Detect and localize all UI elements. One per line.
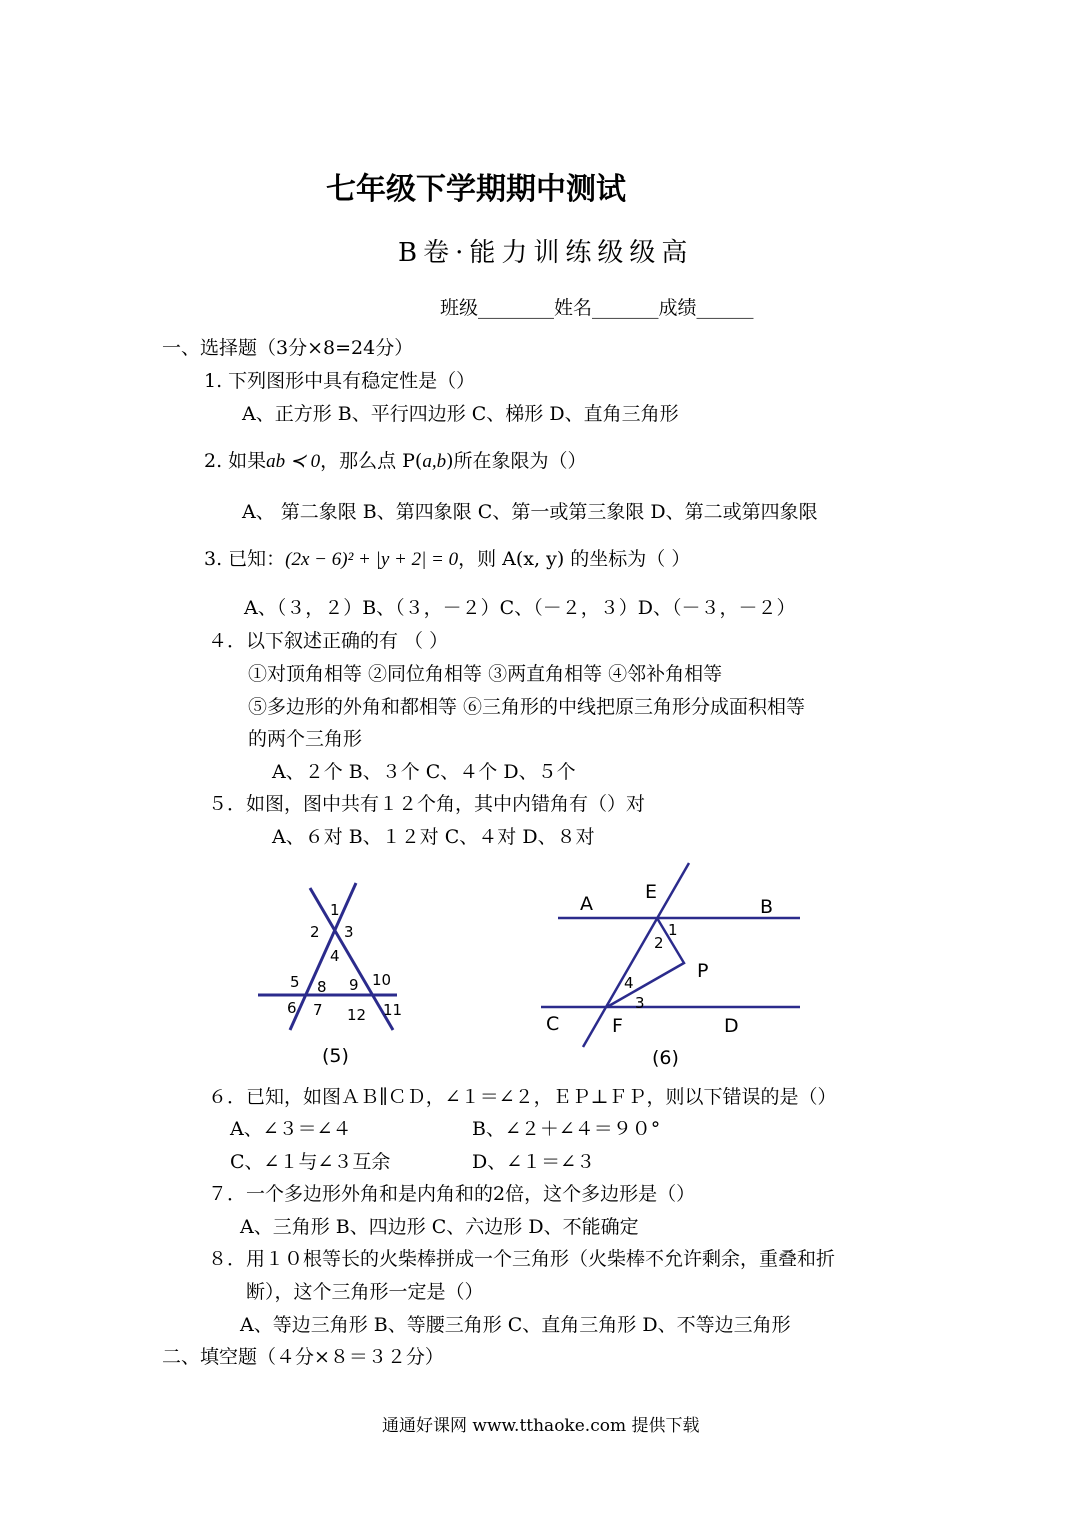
question-5-options: A、６对 B、１２对 C、４对 D、８对	[272, 826, 595, 848]
fig5-angle-7: 7	[313, 1001, 323, 1019]
question-5-stem: ５．如图，图中共有１２个角，其中内错角有（）对	[208, 793, 646, 815]
question-7-options: A、三角形 B、四边形 C、六边形 D、不能确定	[240, 1216, 639, 1238]
fig6-point-p: P	[697, 960, 709, 982]
fig5-angle-11: 11	[383, 1001, 403, 1019]
question-8-options: A、等边三角形 B、等腰三角形 C、直角三角形 D、不等边三角形	[240, 1314, 791, 1336]
fig6-point-c: C	[546, 1013, 560, 1035]
question-4-stem: ４．以下叙述正确的有 （ ）	[208, 630, 449, 652]
question-6-option-b: B、∠２＋∠４＝９０°	[472, 1118, 661, 1140]
question-6-option-a: A、∠３＝∠４	[230, 1118, 352, 1140]
fig5-caption: (5)	[322, 1045, 349, 1067]
fig6-angle-1: 1	[668, 921, 678, 939]
fig5-angle-2: 2	[310, 923, 320, 941]
page-title: 七年级下学期期中测试	[326, 172, 626, 207]
section-1-heading: 一、选择题（3分×8=24分）	[162, 337, 414, 359]
fig6-point-e: E	[645, 881, 658, 903]
figure-6	[541, 863, 800, 1069]
question-1-stem: 1. 下列图形中具有稳定性是（）	[204, 370, 476, 392]
fig6-point-b: B	[760, 896, 774, 918]
question-6-option-d: D、∠１＝∠３	[472, 1151, 596, 1173]
question-3-stem: 3. 已知：(2x − 6)² + |y + 2| = 0，则 A(x, y) 的坐标为（ ）	[204, 548, 691, 570]
figure-5	[258, 883, 402, 1067]
fig6-angle-4: 4	[624, 974, 634, 992]
question-2-options: A、 第二象限 B、第四象限 C、第一或第三象限 D、第二或第四象限	[242, 501, 818, 523]
fig5-angle-6: 6	[287, 999, 297, 1017]
fig5-angle-3: 3	[344, 923, 354, 941]
question-4-line-1: ①对顶角相等 ②同位角相等 ③两直角相等 ④邻补角相等	[248, 663, 723, 685]
fig6-angle-2: 2	[654, 934, 664, 952]
fig6-point-f: F	[612, 1015, 623, 1037]
fig6-caption: (6)	[652, 1047, 679, 1069]
page-subtitle: B卷·能力训练级级高	[398, 238, 694, 268]
question-4-options: A、２个 B、３个 C、４个 D、５个	[272, 761, 576, 783]
fig6-point-d: D	[724, 1015, 739, 1037]
question-6-option-c: C、∠１与∠３互余	[230, 1151, 391, 1173]
question-3-options: A、（３，２）B、（３，－２）C、（－２，３）D、（－３，－２）	[244, 597, 796, 619]
fig5-angle-12: 12	[347, 1006, 367, 1024]
fig6-line-ef	[583, 863, 689, 1047]
question-4-line-3: 的两个三角形	[248, 728, 363, 750]
fig5-angle-5: 5	[290, 973, 300, 991]
fig6-angle-3: 3	[635, 994, 645, 1012]
fig5-angle-4: 4	[330, 947, 340, 965]
question-2-stem: 2. 如果ab ≺ 0，那么点 P(a,b)所在象限为（）	[204, 450, 587, 472]
student-info-line: 班级________姓名_______成绩______	[440, 297, 754, 319]
question-4-line-2: ⑤多边形的外角和都相等 ⑥三角形的中线把原三角形分成面积相等	[248, 696, 806, 718]
question-6-stem: ６．已知，如图ＡＢ∥ＣＤ，∠１＝∠２，ＥＰ⊥ＦＰ，则以下错误的是（）	[208, 1086, 837, 1108]
fig5-angle-10: 10	[372, 971, 392, 989]
fig6-point-a: A	[580, 893, 593, 915]
fig5-angle-8: 8	[317, 978, 327, 996]
question-7-stem: ７．一个多边形外角和是内角和的2倍，这个多边形是（）	[208, 1183, 696, 1205]
question-8-stem-line-1: ８．用１０根等长的火柴棒拼成一个三角形（火柴棒不允许剩余，重叠和折	[208, 1248, 836, 1270]
question-8-stem-line-2: 断），这个三角形一定是（）	[246, 1281, 484, 1303]
fig5-angle-9: 9	[349, 976, 359, 994]
fig5-angle-1: 1	[330, 901, 340, 919]
question-1-options: A、正方形 B、平行四边形 C、梯形 D、直角三角形	[242, 403, 679, 425]
page-footer: 通通好课网 www.tthaoke.com 提供下载	[382, 1416, 700, 1436]
section-2-heading: 二、填空题（４分×８＝３２分）	[162, 1346, 444, 1368]
